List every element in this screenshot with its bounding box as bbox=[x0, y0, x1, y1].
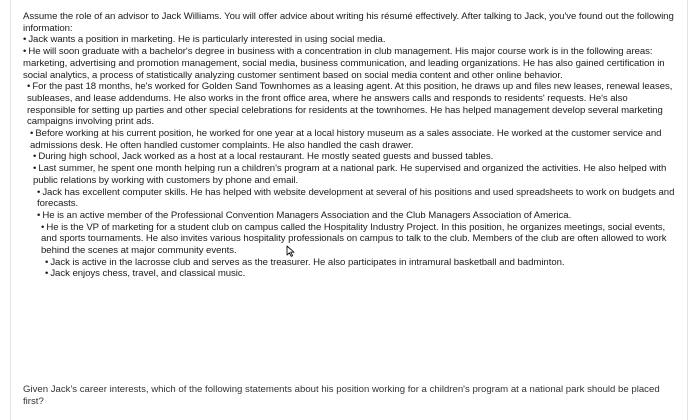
scenario-text bbox=[23, 11, 675, 280]
list-item: • He is the VP of marketing for a student club on campus called the Hospitality Industry Project. In this position, he organizes meetings, social events, and sports tournaments. He also invites various hospitality professionals on campus to talk to the club. Members of the club are often allowed to work behind the scenes at major community events. bbox=[41, 221, 667, 257]
list-item: • Jack wants a position in marketing. He is particularly interested in using social media. bbox=[23, 34, 386, 46]
bullet-glyph: • bbox=[37, 209, 41, 221]
bullet-glyph: • bbox=[23, 46, 27, 58]
bullet-glyph: • bbox=[45, 268, 49, 280]
list-item: • He is an active member of the Professional Convention Managers Association and the Club Managers Association of America. bbox=[37, 209, 572, 221]
bullet-glyph: • bbox=[37, 186, 41, 198]
bullet-glyph: • bbox=[45, 256, 49, 268]
mouse-pointer-icon bbox=[286, 245, 296, 257]
list-item: • Last summer, he spent one month helping run a children's program at a national park. He supervised and organized the activities. He also helped with public relations by working with customers by phone and email. bbox=[33, 163, 667, 186]
bullet-glyph: • bbox=[33, 151, 37, 163]
list-item: • For the past 18 months, he's worked for Golden Sand Townhomes as a leasing agent. At this position, he draws up and files new leases, renewal leases, subleases, and lease addendums. He also works in the front office area, where he answers calls and responds to residents' requests. He's also responsible for setting up parties and other special celebrations for residents at the townhomes. He has helped management develop several marketing campaigns involving print ads. bbox=[27, 81, 673, 128]
bullet-glyph: • bbox=[33, 163, 37, 175]
list-item: • Jack enjoys chess, travel, and classical music. bbox=[45, 268, 246, 280]
list-item: • He will soon graduate with a bachelor's degree in business with a concentration in club management. His major course work is in the following areas: marketing, advertising and promotion management, social media, business communication, and leading organizations. He has also gained certification in social analytics, a process of statistically analyzing customer sentiment based on social media content and other online behavior. bbox=[23, 46, 665, 81]
fact-list bbox=[23, 34, 675, 280]
list-item: • Jack is active in the lacrosse club and serves as the treasurer. He also participates in intramural basketball and badminton. bbox=[45, 256, 565, 268]
question-prompt: Given Jack's career interests, which of the following statements about his position working for a children's program at a national park should be placed first? bbox=[23, 383, 660, 407]
bullet-glyph: • bbox=[23, 34, 27, 46]
question-panel bbox=[10, 0, 688, 420]
list-item: • Jack has excellent computer skills. He has helped with website development at several of his positions and used spreadsheets to work on budgets and forecasts. bbox=[37, 186, 675, 210]
bullet-glyph: • bbox=[27, 81, 31, 93]
bullet-glyph: • bbox=[30, 128, 34, 140]
intro-paragraph: Assume the role of an advisor to Jack Williams. You will offer advice about writing his résumé effectively. After talking to Jack, you've found out the following information: bbox=[23, 11, 674, 34]
bullet-glyph: • bbox=[41, 221, 45, 233]
list-item: • Before working at his current position, he worked for one year at a local history museum as a sales associate. He worked at the customer service and admissions desk. He often handled customer complaints. He also handled the cash drawer. bbox=[30, 128, 662, 151]
list-item: • During high school, Jack worked as a host at a local restaurant. He mostly seated guests and bussed tables. bbox=[33, 151, 494, 163]
